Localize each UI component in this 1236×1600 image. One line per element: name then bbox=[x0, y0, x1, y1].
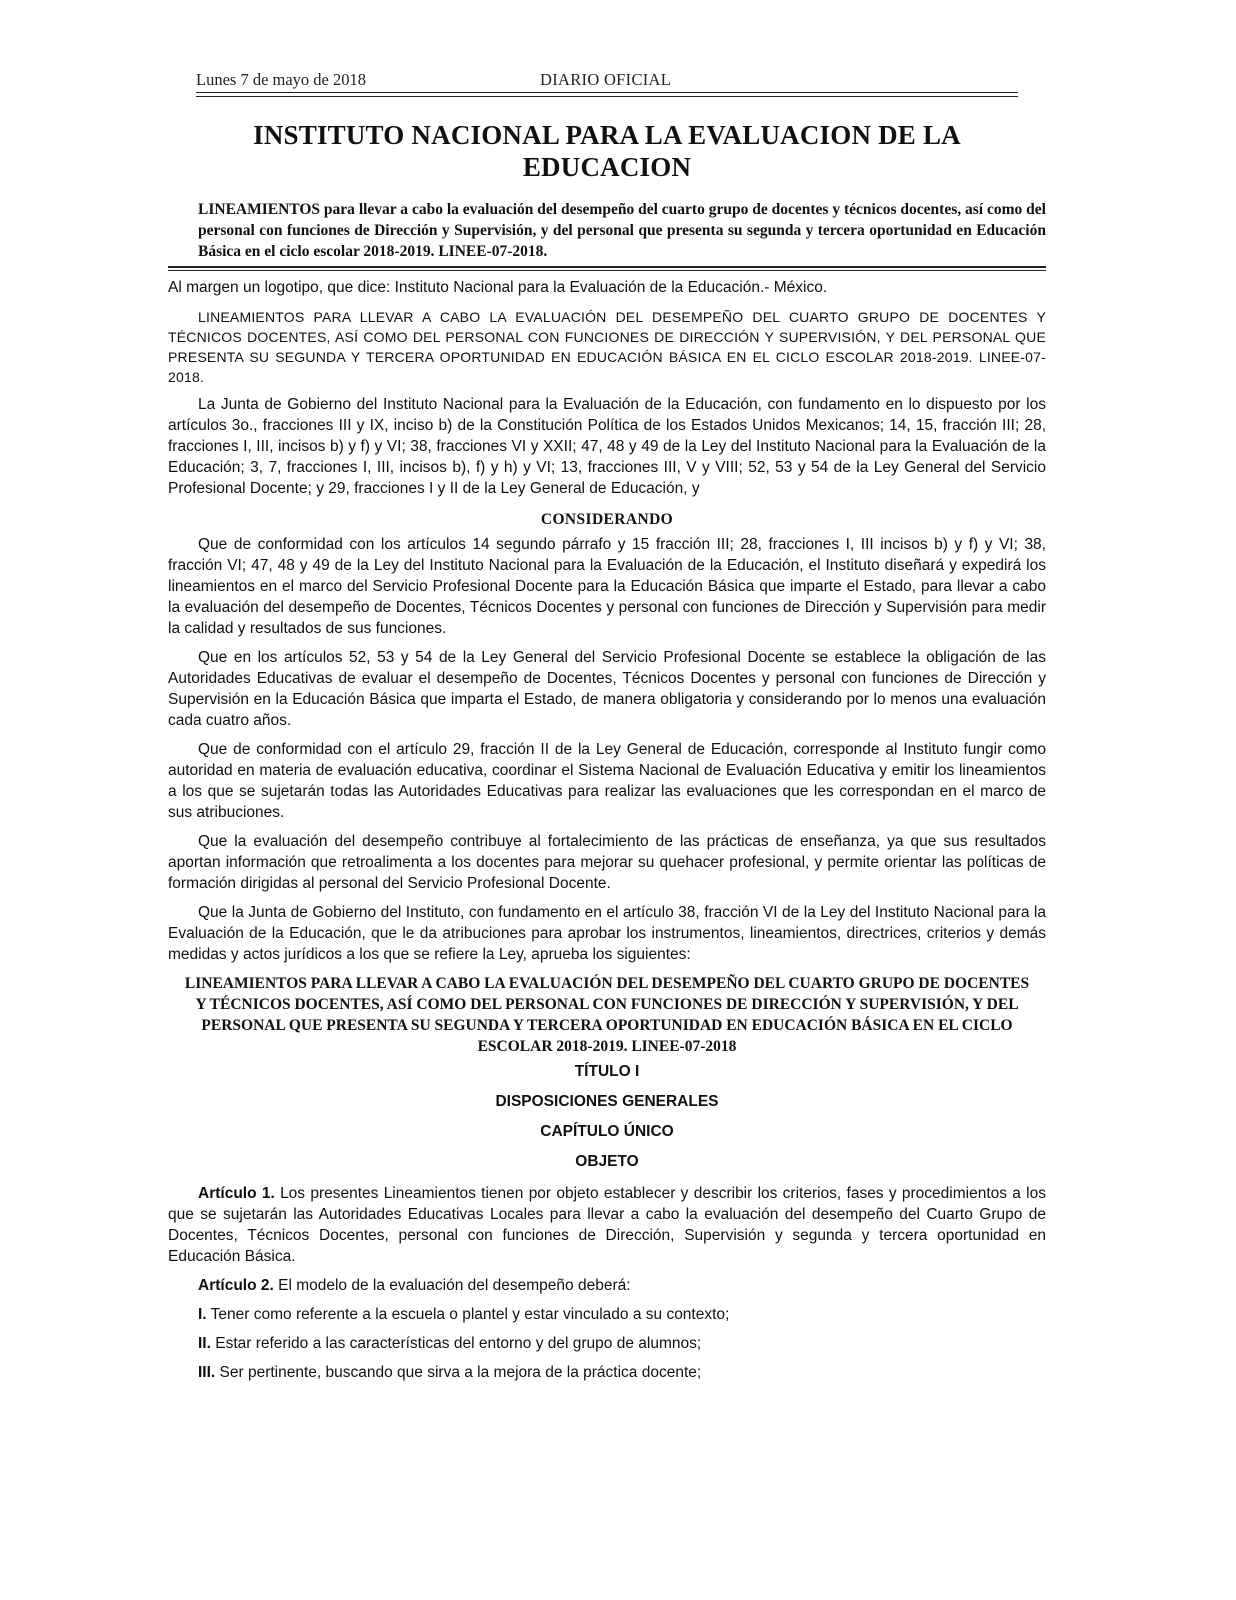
fraccion-2-number: II. bbox=[198, 1335, 211, 1352]
fraccion-2-text: Estar referido a las características del entorno y del grupo de alumnos; bbox=[210, 1335, 702, 1352]
institution-title: INSTITUTO NACIONAL PARA LA EVALUACION DE LA EDUCACION bbox=[253, 120, 961, 182]
articulo-1-text: Los presentes Lineamientos tienen por objeto establecer y describir los criterios, fases y procedimientos a los que se sujetarán las Autoridades Educativas Locales para llevar a cabo la evaluación del desempeño del Cuarto Grupo de Docentes, Técnicos Docentes, personal con funciones de Dirección, Supervisión y segunda y tercera oportunidad en Educación Básica. bbox=[168, 1185, 1046, 1265]
title-rule bbox=[168, 266, 1046, 271]
considerando-paragraph-3: Que de conformidad con el artículo 29, fracción II de la Ley General de Educación, corresponde al Instituto fungir como autoridad en materia de evaluación educativa, coordinar el Sistema Nacional de Evaluación Educativa y emitir los lineamientos a los que se sujetarán todas las Autoridades Educativas para realizar las evaluaciones que les correspondan en el marco de sus atribuciones. bbox=[168, 741, 1046, 821]
document-page bbox=[168, 68, 1046, 1383]
articulo-2-label: Artículo 2. bbox=[198, 1277, 274, 1294]
preamble-paragraph: La Junta de Gobierno del Instituto Nacional para la Evaluación de la Educación, con fundamento en lo dispuesto por los artículos 3o., fracciones III y IX, inciso b) de la Constitución Política de los Estados Unidos Mexicanos; 14, 15, fracción III; 28, fracciones I, III, incisos b) y f) y VI; 38, fracciones VI y XXII; 47, 48 y 49 de la Ley del Instituto Nacional para la Evaluación de la Educación; 3, 7, fracciones I, III, incisos b), f) y h) y VI; 13, fracciones III, V y VIII; 52, 53 y 54 de la Ley General del Servicio Profesional Docente; y 29, fracciones I y II de la Ley General de Educación, y bbox=[168, 396, 1046, 497]
page-header bbox=[168, 68, 1046, 92]
articulo-2 bbox=[168, 1275, 1046, 1296]
margin-note: Al margen un logotipo, que dice: Instituto Nacional para la Evaluación de la Educación.- México. bbox=[168, 279, 828, 296]
considerando-paragraph-5: Que la Junta de Gobierno del Instituto, con fundamento en el artículo 38, fracción VI de la Ley del Instituto Nacional para la Evaluación de la Educación, que le da atribuciones para aprobar los instrumentos, lineamientos, directrices, criterios y demás medidas y actos jurídicos a los que se refiere la Ley, aprueba los siguientes: bbox=[168, 904, 1046, 963]
fraccion-3 bbox=[168, 1362, 1046, 1383]
fraccion-1 bbox=[168, 1304, 1046, 1325]
articulo-2-text: El modelo de la evaluación del desempeño deberá: bbox=[273, 1277, 631, 1294]
lineamientos-heading: LINEAMIENTOS PARA LLEVAR A CABO LA EVALUACIÓN DEL DESEMPEÑO DEL CUARTO GRUPO DE DOCENTES Y TÉCNICOS DOCENTES, ASÍ COMO DEL PERSONAL CON FUNCIONES DE DIRECCIÓN Y SUPERVISIÓN, Y DEL PERSONAL QUE PRESENTA SU SEGUNDA Y TERCERA OPORTUNIDAD EN EDUCACIÓN BÁSICA EN EL CICLO ESCOLAR 2018-2019. LINEE-07-2018 bbox=[184, 975, 1030, 1055]
fraccion-3-text: Ser pertinente, buscando que sirva a la mejora de la práctica docente; bbox=[215, 1364, 702, 1381]
titulo-heading: TÍTULO I bbox=[574, 1063, 640, 1080]
lineamientos-title: LINEAMIENTOS para llevar a cabo la evaluación del desempeño del cuarto grupo de docentes y técnicos docentes, así como del personal con funciones de Dirección y Supervisión, y del personal que presenta su segunda y tercera oportunidad en Educación Básica en el ciclo escolar 2018-2019. LINEE-07-2018. bbox=[198, 201, 1046, 260]
header-date: Lunes 7 de mayo de 2018 bbox=[196, 70, 367, 89]
caps-title-paragraph: LINEAMIENTOS PARA LLEVAR A CABO LA EVALUACIÓN DEL DESEMPEÑO DEL CUARTO GRUPO DE DOCENTES Y TÉCNICOS DOCENTES, ASÍ COMO DEL PERSONAL CON FUNCIONES DE DIRECCIÓN Y SUPERVISIÓN, Y DEL PERSONAL QUE PRESENTA SU SEGUNDA Y TERCERA OPORTUNIDAD EN EDUCACIÓN BÁSICA EN EL CICLO ESCOLAR 2018-2019. LINEE-07-2018. bbox=[168, 309, 1046, 385]
articulo-1-label: Artículo 1. bbox=[198, 1185, 275, 1202]
capitulo-heading: CAPÍTULO ÚNICO bbox=[540, 1123, 674, 1140]
considerando-heading: CONSIDERANDO bbox=[540, 511, 674, 528]
fraccion-1-text: Tener como referente a la escuela o plantel y estar vinculado a su contexto; bbox=[206, 1306, 730, 1323]
fraccion-1-number: I. bbox=[198, 1306, 207, 1323]
articulo-1 bbox=[168, 1183, 1046, 1267]
considerando-paragraph-2: Que en los artículos 52, 53 y 54 de la Ley General del Servicio Profesional Docente se establece la obligación de las Autoridades Educativas de evaluar el desempeño de Docentes, Técnicos Docentes y personal con funciones de Dirección y Supervisión en la Educación Básica que imparta el Estado, de manera obligatoria y considerando por lo menos una evaluación cada cuatro años. bbox=[168, 649, 1046, 729]
fraccion-3-number: III. bbox=[198, 1364, 216, 1381]
fraccion-2 bbox=[168, 1333, 1046, 1354]
considerando-paragraph-1: Que de conformidad con los artículos 14 segundo párrafo y 15 fracción III; 28, fracciones I, III incisos b) y f) y VI; 38, fracción VI; 47, 48 y 49 de la Ley del Instituto Nacional para la Evaluación de la Educación, el Instituto diseñará y expedirá los lineamientos en el marco del Servicio Profesional Docente para la Educación Básica que imparte el Estado, para llevar a cabo la evaluación del desempeño de Docentes, Técnicos Docentes y personal con funciones de Dirección y Supervisión para medir la calidad y resultados de sus funciones. bbox=[168, 536, 1046, 637]
header-newspaper-name: DIARIO OFICIAL bbox=[540, 70, 672, 89]
disposiciones-heading: DISPOSICIONES GENERALES bbox=[495, 1093, 719, 1110]
considerando-paragraph-4: Que la evaluación del desempeño contribuye al fortalecimiento de las prácticas de enseñanza, ya que sus resultados aportan información que retroalimenta a los docentes para mejorar su quehacer profesional, y permite orientar las políticas de formación dirigidas al personal del Servicio Profesional Docente. bbox=[168, 833, 1046, 892]
header-rule bbox=[196, 92, 1018, 97]
objeto-heading: OBJETO bbox=[575, 1153, 639, 1170]
